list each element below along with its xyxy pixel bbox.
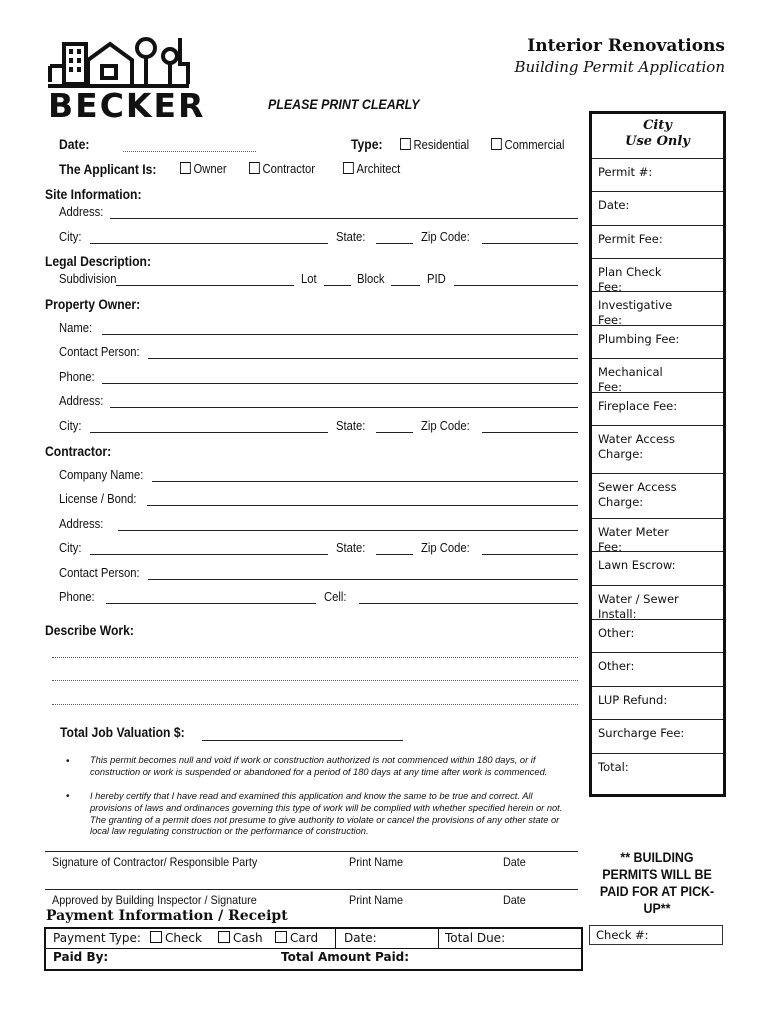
applicant-architect[interactable]: Architect — [343, 162, 400, 176]
owner-contact-field[interactable] — [148, 358, 578, 359]
owner-city-label: City: — [59, 419, 82, 433]
form-title: Interior Renovations — [527, 36, 725, 56]
city-field-13[interactable]: Water / Sewer Install: — [592, 585, 723, 619]
checkbox-icon — [249, 162, 260, 174]
checkbox-icon — [180, 162, 191, 174]
date-label: Date: — [59, 137, 90, 152]
contractor-contact-field[interactable] — [148, 579, 578, 580]
lot-field[interactable] — [324, 285, 351, 286]
notice-void: This permit becomes null and void if work or construction authorized is not commenced within 180 days, or if construction or work is suspended or abandoned for a period of 180 days at any time after work is commenced. — [90, 755, 548, 777]
sig-date-label: Date — [503, 855, 526, 869]
city-field-1[interactable]: Permit #: — [592, 158, 723, 191]
city-field-3[interactable]: Permit Fee: — [592, 225, 723, 258]
city-field-8[interactable]: Fireplace Fee: — [592, 392, 723, 425]
owner-phone-label: Phone: — [59, 370, 95, 384]
checkbox-icon — [343, 162, 354, 174]
sig-print-label: Print Name — [349, 855, 404, 869]
city-field-9[interactable]: Water Access Charge: — [592, 425, 723, 473]
contractor-phone-field[interactable] — [106, 603, 316, 604]
site-address-field[interactable] — [110, 218, 578, 219]
city-use-box — [589, 111, 726, 797]
owner-address-label: Address: — [59, 394, 104, 408]
pay-check-option[interactable]: Check — [150, 931, 202, 945]
subdivision-field[interactable] — [116, 285, 294, 286]
paid-by-label: Paid By: — [53, 950, 109, 964]
becker-logo — [46, 34, 206, 125]
city-field-15[interactable]: Other: — [592, 652, 723, 686]
total-due-label: Total Due: — [445, 931, 506, 945]
city-field-4[interactable]: Plan Check Fee: — [592, 258, 723, 291]
signature-line-1[interactable] — [45, 851, 578, 852]
subdivision-label: Subdivision — [59, 272, 117, 286]
site-address-label: Address: — [59, 205, 104, 219]
city-field-5[interactable]: Investigative Fee: — [592, 291, 723, 325]
print-clearly-note: PLEASE PRINT CLEARLY — [268, 97, 420, 112]
city-use-title: City Use Only — [625, 118, 690, 149]
contractor-contact-label: Contact Person: — [59, 566, 140, 580]
legal-heading: Legal Description: — [45, 254, 152, 269]
checkbox-icon — [400, 138, 411, 150]
signature-line-2[interactable] — [45, 889, 578, 890]
pid-field[interactable] — [454, 285, 578, 286]
checkbox-icon — [491, 138, 502, 150]
city-field-12[interactable]: Lawn Escrow: — [592, 551, 723, 585]
city-field-10[interactable]: Sewer Access Charge: — [592, 473, 723, 518]
payment-box — [44, 927, 583, 971]
payment-type-label: Payment Type: — [53, 931, 141, 945]
type-residential[interactable]: Residential — [400, 138, 469, 152]
contractor-address-label: Address: — [59, 517, 104, 531]
contractor-heading: Contractor: — [45, 444, 112, 459]
contractor-phone-label: Phone: — [59, 590, 95, 604]
checkbox-icon — [218, 931, 230, 943]
describe-work-heading: Describe Work: — [45, 623, 134, 638]
pay-cash-option[interactable]: Cash — [218, 931, 263, 945]
company-label: Company Name: — [59, 468, 144, 482]
valuation-label: Total Job Valuation $: — [60, 725, 185, 740]
city-field-14[interactable]: Other: — [592, 619, 723, 652]
type-label: Type: — [351, 137, 383, 152]
owner-state-field[interactable] — [376, 432, 413, 433]
notice-certify: I hereby certify that I have read and examined this application and know the same to be true and correct. All provisions of laws and ordinances governing this type of work will be complied with whether specified herein or not. The granting of a permit does not presume to give authority to violate or cancel the provisions of any other state or local law regulating construction or the performance of construction. — [90, 791, 563, 837]
owner-zip-label: Zip Code: — [421, 419, 470, 433]
logo-text: BECKER — [48, 86, 206, 125]
pay-date-label: Date: — [344, 931, 377, 945]
date-field[interactable] — [123, 151, 256, 152]
check-number-box[interactable] — [589, 925, 723, 945]
bullet-dot-icon: • — [66, 756, 70, 767]
site-city-field[interactable] — [90, 243, 328, 244]
license-field[interactable] — [147, 505, 578, 506]
type-commercial[interactable]: Commercial — [491, 138, 565, 152]
sig2-print-label: Print Name — [349, 893, 404, 907]
pid-label: PID — [427, 272, 446, 286]
sig-inspector-label: Approved by Building Inspector / Signature — [52, 893, 257, 907]
site-heading: Site Information: — [45, 187, 142, 202]
valuation-field[interactable] — [202, 740, 403, 741]
lot-label: Lot — [301, 272, 317, 286]
describe-work-line-2[interactable] — [52, 680, 578, 681]
owner-zip-field[interactable] — [482, 432, 578, 433]
checkbox-icon — [275, 931, 287, 943]
site-city-label: City: — [59, 230, 82, 244]
owner-contact-label: Contact Person: — [59, 345, 140, 359]
checkbox-icon — [150, 931, 162, 943]
owner-phone-field[interactable] — [102, 383, 578, 384]
site-state-field[interactable] — [376, 243, 413, 244]
payment-heading: Payment Information / Receipt — [46, 908, 288, 924]
city-field-18[interactable]: Total: — [592, 753, 723, 791]
describe-work-line-1[interactable] — [52, 657, 578, 658]
company-field[interactable] — [152, 481, 578, 482]
total-paid-label: Total Amount Paid: — [281, 950, 410, 964]
cell-label: Cell: — [324, 590, 347, 604]
contractor-zip-label: Zip Code: — [421, 541, 470, 555]
city-field-6[interactable]: Plumbing Fee: — [592, 325, 723, 358]
block-label: Block — [357, 272, 385, 286]
contractor-zip-field[interactable] — [482, 554, 578, 555]
applicant-label: The Applicant Is: — [59, 162, 157, 177]
form-subtitle: Building Permit Application — [514, 58, 725, 76]
city-field-16[interactable]: LUP Refund: — [592, 686, 723, 719]
city-skyline-icon — [46, 34, 191, 90]
owner-city-field[interactable] — [90, 432, 328, 433]
city-field-2[interactable]: Date: — [592, 191, 723, 225]
owner-address-field[interactable] — [110, 407, 578, 408]
applicant-contractor[interactable]: Contractor — [249, 162, 315, 176]
site-zip-field[interactable] — [482, 243, 578, 244]
describe-work-line-3[interactable] — [52, 704, 578, 705]
cell-field[interactable] — [359, 603, 578, 604]
sig-contractor-label: Signature of Contractor/ Responsible Party — [52, 855, 258, 869]
contractor-city-label: City: — [59, 541, 82, 555]
license-label: License / Bond: — [59, 492, 137, 506]
contractor-state-field[interactable] — [376, 554, 413, 555]
city-field-17[interactable]: Surcharge Fee: — [592, 719, 723, 753]
owner-name-label: Name: — [59, 321, 93, 335]
pickup-notice: ** BUILDING PERMITS WILL BE PAID FOR AT PICK-UP** — [599, 850, 715, 916]
contractor-address-field[interactable] — [118, 530, 578, 531]
owner-name-field[interactable] — [102, 334, 578, 335]
owner-state-label: State: — [336, 419, 366, 433]
city-field-7[interactable]: Mechanical Fee: — [592, 358, 723, 392]
sig2-date-label: Date — [503, 893, 526, 907]
bullet-dot-icon: • — [66, 791, 70, 802]
contractor-state-label: State: — [336, 541, 366, 555]
pay-card-option[interactable]: Card — [275, 931, 318, 945]
applicant-owner[interactable]: Owner — [180, 162, 227, 176]
block-field[interactable] — [391, 285, 420, 286]
site-zip-label: Zip Code: — [421, 230, 470, 244]
owner-heading: Property Owner: — [45, 297, 141, 312]
contractor-city-field[interactable] — [90, 554, 328, 555]
city-field-11[interactable]: Water Meter Fee: — [592, 518, 723, 551]
site-state-label: State: — [336, 230, 366, 244]
check-number-label: Check #: — [596, 928, 649, 942]
